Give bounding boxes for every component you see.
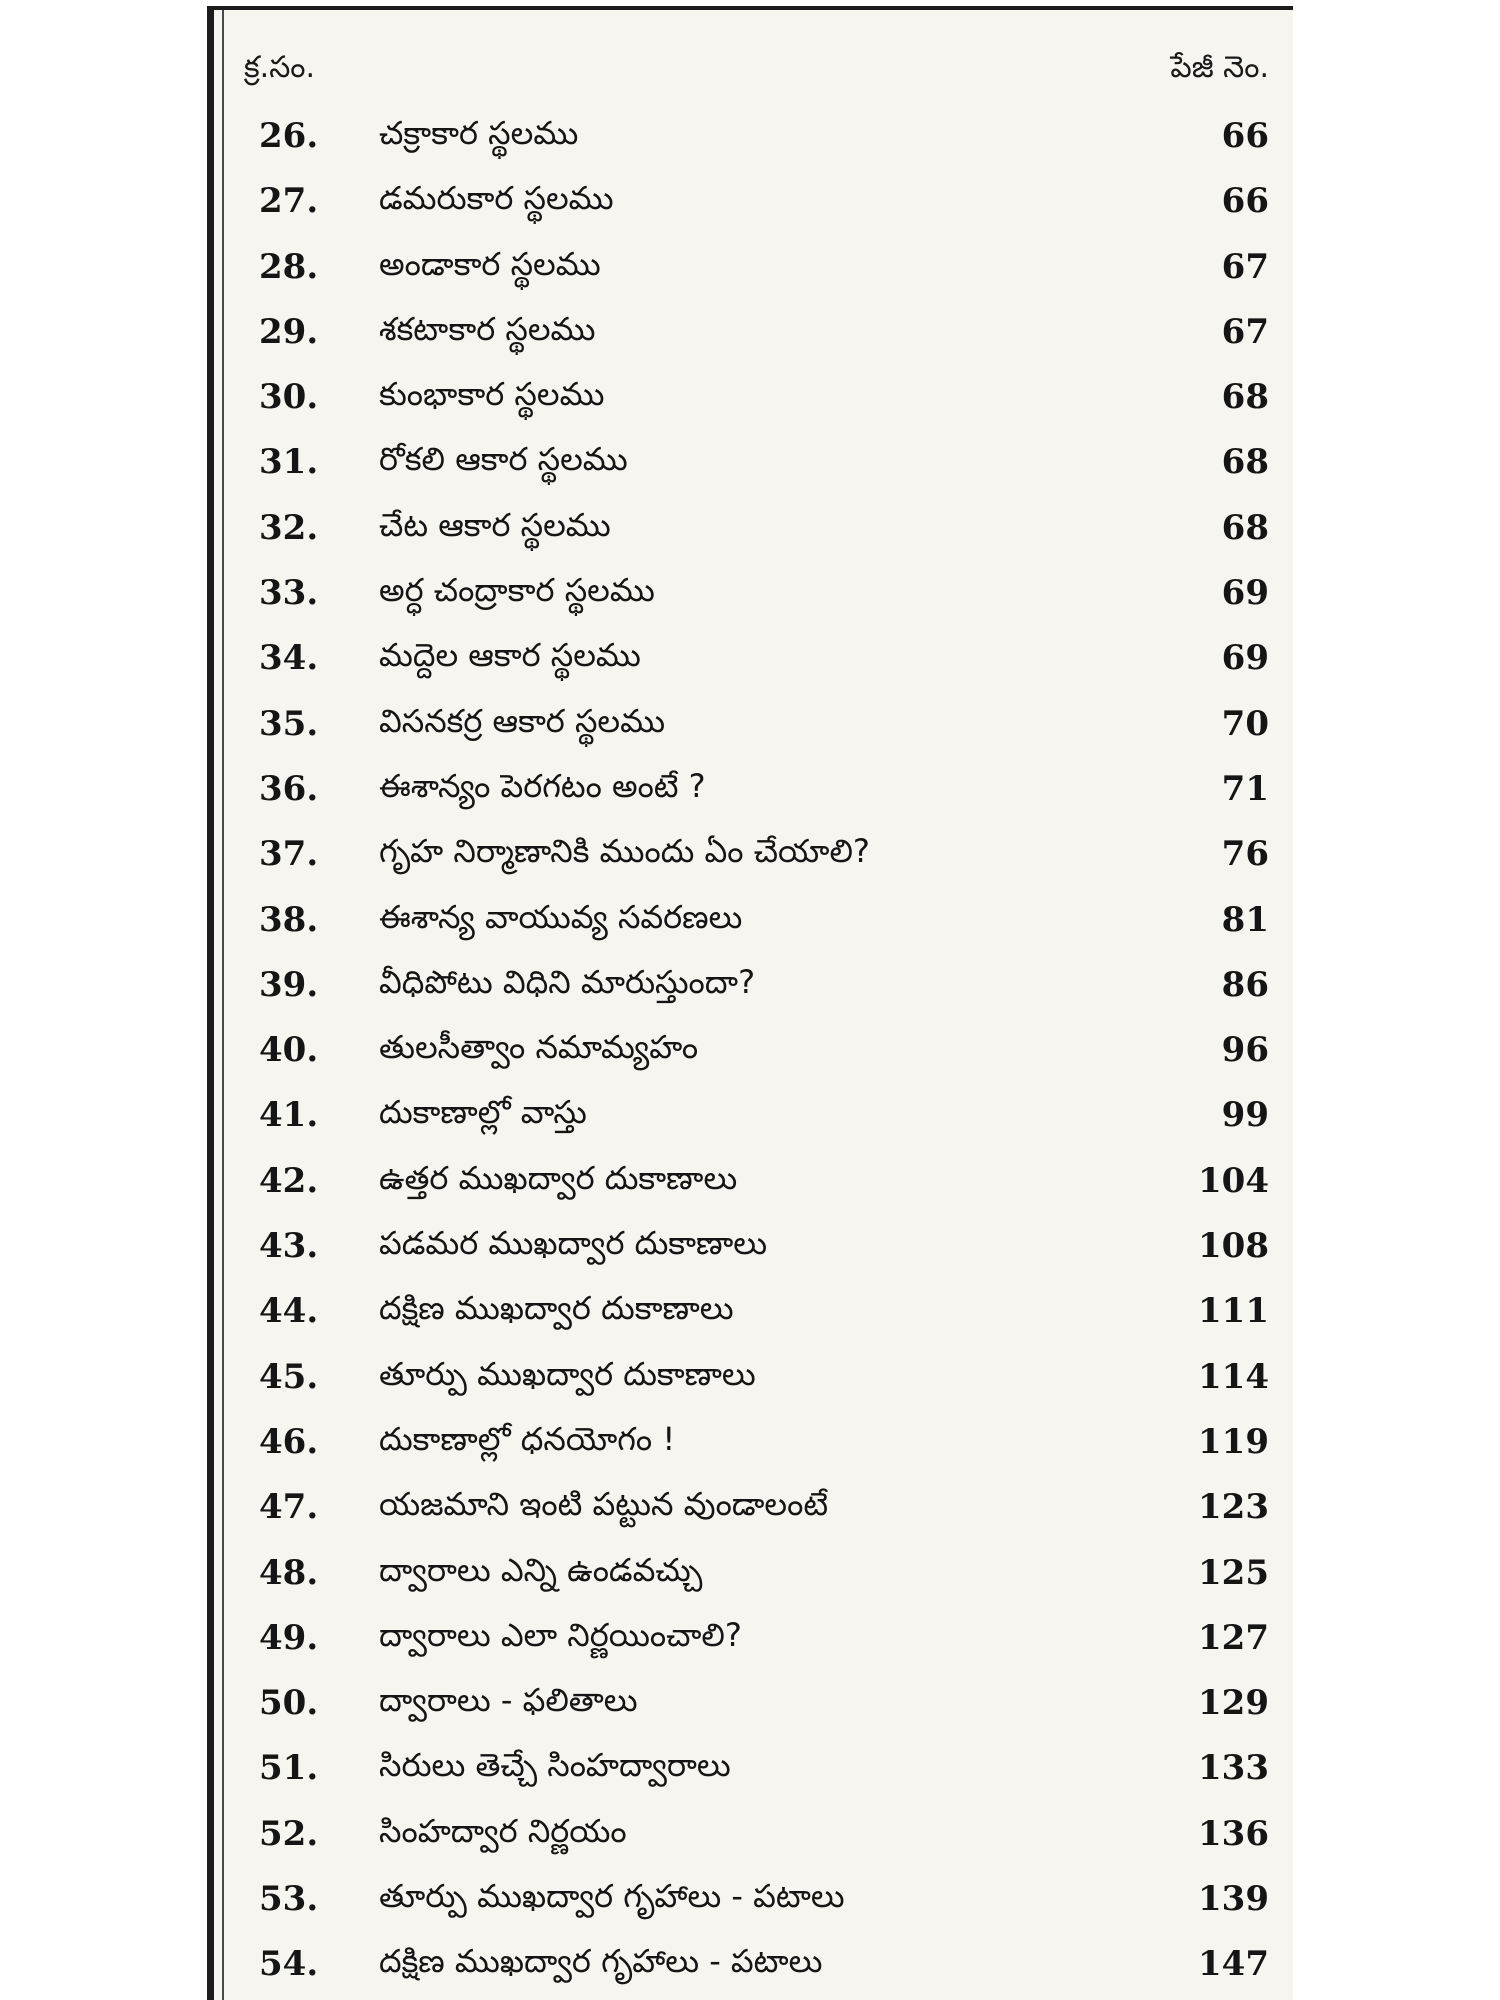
entry-number: 29. xyxy=(259,311,319,352)
list-item xyxy=(214,1742,1293,1807)
entry-number: 52. xyxy=(259,1813,319,1854)
list-item xyxy=(214,1351,1293,1416)
list-item xyxy=(214,1547,1293,1612)
entry-page-number: 69 xyxy=(1221,638,1269,679)
entry-number: 44. xyxy=(259,1291,319,1332)
entry-number: 40. xyxy=(259,1030,319,1071)
entry-title: రోకలి ఆకార స్థలము xyxy=(379,440,628,479)
entry-number: 48. xyxy=(259,1552,319,1593)
entry-number: 38. xyxy=(259,899,319,940)
entry-number: 50. xyxy=(259,1683,319,1724)
list-item xyxy=(214,436,1293,501)
entry-number: 31. xyxy=(259,442,319,483)
entry-page-number: 99 xyxy=(1221,1095,1269,1136)
entry-page-number: 81 xyxy=(1221,899,1269,940)
entry-title: డమరుకార స్థలము xyxy=(379,179,614,218)
entry-number: 54. xyxy=(259,1944,319,1985)
entry-page-number: 96 xyxy=(1221,1030,1269,1071)
entry-page-number: 66 xyxy=(1221,116,1269,156)
list-item xyxy=(214,1416,1293,1481)
page-number-heading: పేజీ నెం. xyxy=(1170,50,1269,85)
list-item xyxy=(214,1220,1293,1285)
entry-title: ఉత్తర ముఖద్వార దుకాణాలు xyxy=(379,1158,738,1197)
entry-title: ఈశాన్య వాయువ్య సవరణలు xyxy=(379,897,743,936)
list-item xyxy=(214,698,1293,763)
list-item xyxy=(214,241,1293,306)
entry-number: 49. xyxy=(259,1617,319,1658)
entry-title: విసనకర్ర ఆకార స్థలము xyxy=(379,701,666,740)
list-item xyxy=(214,1808,1293,1873)
list-item xyxy=(214,110,1293,175)
list-item xyxy=(214,567,1293,632)
entry-page-number: 133 xyxy=(1198,1748,1269,1789)
entry-title: దక్షిణ ముఖద్వార గృహాలు - పటాలు xyxy=(379,1942,823,1981)
entry-page-number: 71 xyxy=(1221,768,1269,809)
list-item xyxy=(214,1612,1293,1677)
entry-title: సింహద్వార నిర్ణయం xyxy=(379,1811,627,1850)
entry-number: 45. xyxy=(259,1356,319,1397)
entry-title: ఈశాన్యం పెరగటం అంటే ? xyxy=(379,766,706,805)
serial-number-heading: క్ర.సం. xyxy=(244,50,316,85)
entry-page-number: 119 xyxy=(1198,1421,1269,1462)
entry-page-number: 68 xyxy=(1221,507,1269,548)
list-item xyxy=(214,306,1293,371)
entry-title: తూర్పు ముఖద్వార గృహాలు - పటాలు xyxy=(379,1877,845,1916)
entry-page-number: 139 xyxy=(1198,1879,1269,1920)
entry-title: తూర్పు ముఖద్వార దుకాణాలు xyxy=(379,1354,756,1393)
entry-title: మద్దెల ఆకార స్థలము xyxy=(379,636,641,675)
entry-number: 46. xyxy=(259,1421,319,1462)
entry-number: 41. xyxy=(259,1095,319,1136)
entry-page-number: 70 xyxy=(1221,703,1269,744)
entry-number: 34. xyxy=(259,638,319,679)
entry-number: 42. xyxy=(259,1160,319,1201)
entry-number: 53. xyxy=(259,1879,319,1920)
entry-page-number: 125 xyxy=(1198,1552,1269,1593)
entry-title: దుకాణాల్లో ధనయోగం ! xyxy=(379,1419,676,1458)
entry-title: తులసీత్వాం నమామ్యహం xyxy=(379,1028,699,1067)
entry-title: చక్రాకార స్థలము xyxy=(379,114,579,152)
entry-page-number: 86 xyxy=(1221,964,1269,1005)
entry-title: చేట ఆకార స్థలము xyxy=(379,505,611,544)
table-header xyxy=(214,10,1293,90)
entry-number: 47. xyxy=(259,1487,319,1528)
entry-title: సిరులు తెచ్చే సింహద్వారాలు xyxy=(379,1746,731,1785)
entry-title: అర్ధ చంద్రాకార స్థలము xyxy=(379,571,655,610)
list-item xyxy=(214,502,1293,567)
entry-page-number: 76 xyxy=(1221,834,1269,875)
list-item xyxy=(214,828,1293,893)
entry-number: 51. xyxy=(259,1748,319,1789)
entry-page-number: 69 xyxy=(1221,573,1269,614)
list-item xyxy=(214,1024,1293,1089)
list-item xyxy=(214,1938,1293,2000)
entry-title: శకటాకార స్థలము xyxy=(379,309,596,348)
entry-number: 30. xyxy=(259,377,319,418)
list-item xyxy=(214,632,1293,697)
entry-title: దక్షిణ ముఖద్వార దుకాణాలు xyxy=(379,1289,734,1328)
entry-page-number: 108 xyxy=(1198,1226,1269,1267)
entry-page-number: 67 xyxy=(1221,311,1269,352)
entry-page-number: 68 xyxy=(1221,442,1269,483)
entry-page-number: 67 xyxy=(1221,246,1269,287)
list-item xyxy=(214,371,1293,436)
entry-title: గృహ నిర్మాణానికి ముందు ఏం చేయాలి? xyxy=(379,832,870,871)
list-item xyxy=(214,894,1293,959)
entry-number: 39. xyxy=(259,964,319,1005)
entry-page-number: 68 xyxy=(1221,377,1269,418)
entry-page-number: 136 xyxy=(1198,1813,1269,1854)
entry-page-number: 127 xyxy=(1198,1617,1269,1658)
entry-title: అండాకార స్థలము xyxy=(379,244,601,283)
entry-page-number: 114 xyxy=(1198,1356,1269,1397)
entry-number: 28. xyxy=(259,246,319,287)
book-page xyxy=(207,6,1293,2000)
entry-title: యజమాని ఇంటి పట్టున వుండాలంటే xyxy=(379,1485,829,1524)
entry-number: 33. xyxy=(259,573,319,614)
entry-number: 37. xyxy=(259,834,319,875)
contents-list xyxy=(214,110,1293,2000)
entry-page-number: 129 xyxy=(1198,1683,1269,1724)
list-item xyxy=(214,1155,1293,1220)
entry-title: ద్వారాలు ఎన్ని ఉండవచ్చు xyxy=(379,1550,703,1589)
entry-number: 32. xyxy=(259,507,319,548)
entry-title: దుకాణాల్లో వాస్తు xyxy=(379,1093,587,1132)
entry-page-number: 123 xyxy=(1198,1487,1269,1528)
entry-title: ద్వారాలు ఎలా నిర్ణయించాలి? xyxy=(379,1615,742,1654)
list-item xyxy=(214,1677,1293,1742)
entry-number: 27. xyxy=(259,181,319,222)
list-item xyxy=(214,763,1293,828)
entry-number: 26. xyxy=(259,116,319,156)
entry-number: 35. xyxy=(259,703,319,744)
list-item xyxy=(214,1481,1293,1546)
entry-title: పడమర ముఖద్వార దుకాణాలు xyxy=(379,1224,768,1263)
entry-number: 43. xyxy=(259,1226,319,1267)
list-item xyxy=(214,1285,1293,1350)
list-item xyxy=(214,959,1293,1024)
entry-page-number: 104 xyxy=(1198,1160,1269,1201)
list-item xyxy=(214,175,1293,240)
entry-page-number: 147 xyxy=(1198,1944,1269,1985)
entry-number: 36. xyxy=(259,768,319,809)
entry-title: కుంభాకార స్థలము xyxy=(379,375,605,414)
entry-title: ద్వారాలు - ఫలితాలు xyxy=(379,1681,638,1720)
entry-title: వీధిపోటు విధిని మారుస్తుందా? xyxy=(379,962,756,1001)
entry-page-number: 111 xyxy=(1198,1291,1269,1332)
list-item xyxy=(214,1873,1293,1938)
list-item xyxy=(214,1089,1293,1154)
entry-page-number: 66 xyxy=(1221,181,1269,222)
